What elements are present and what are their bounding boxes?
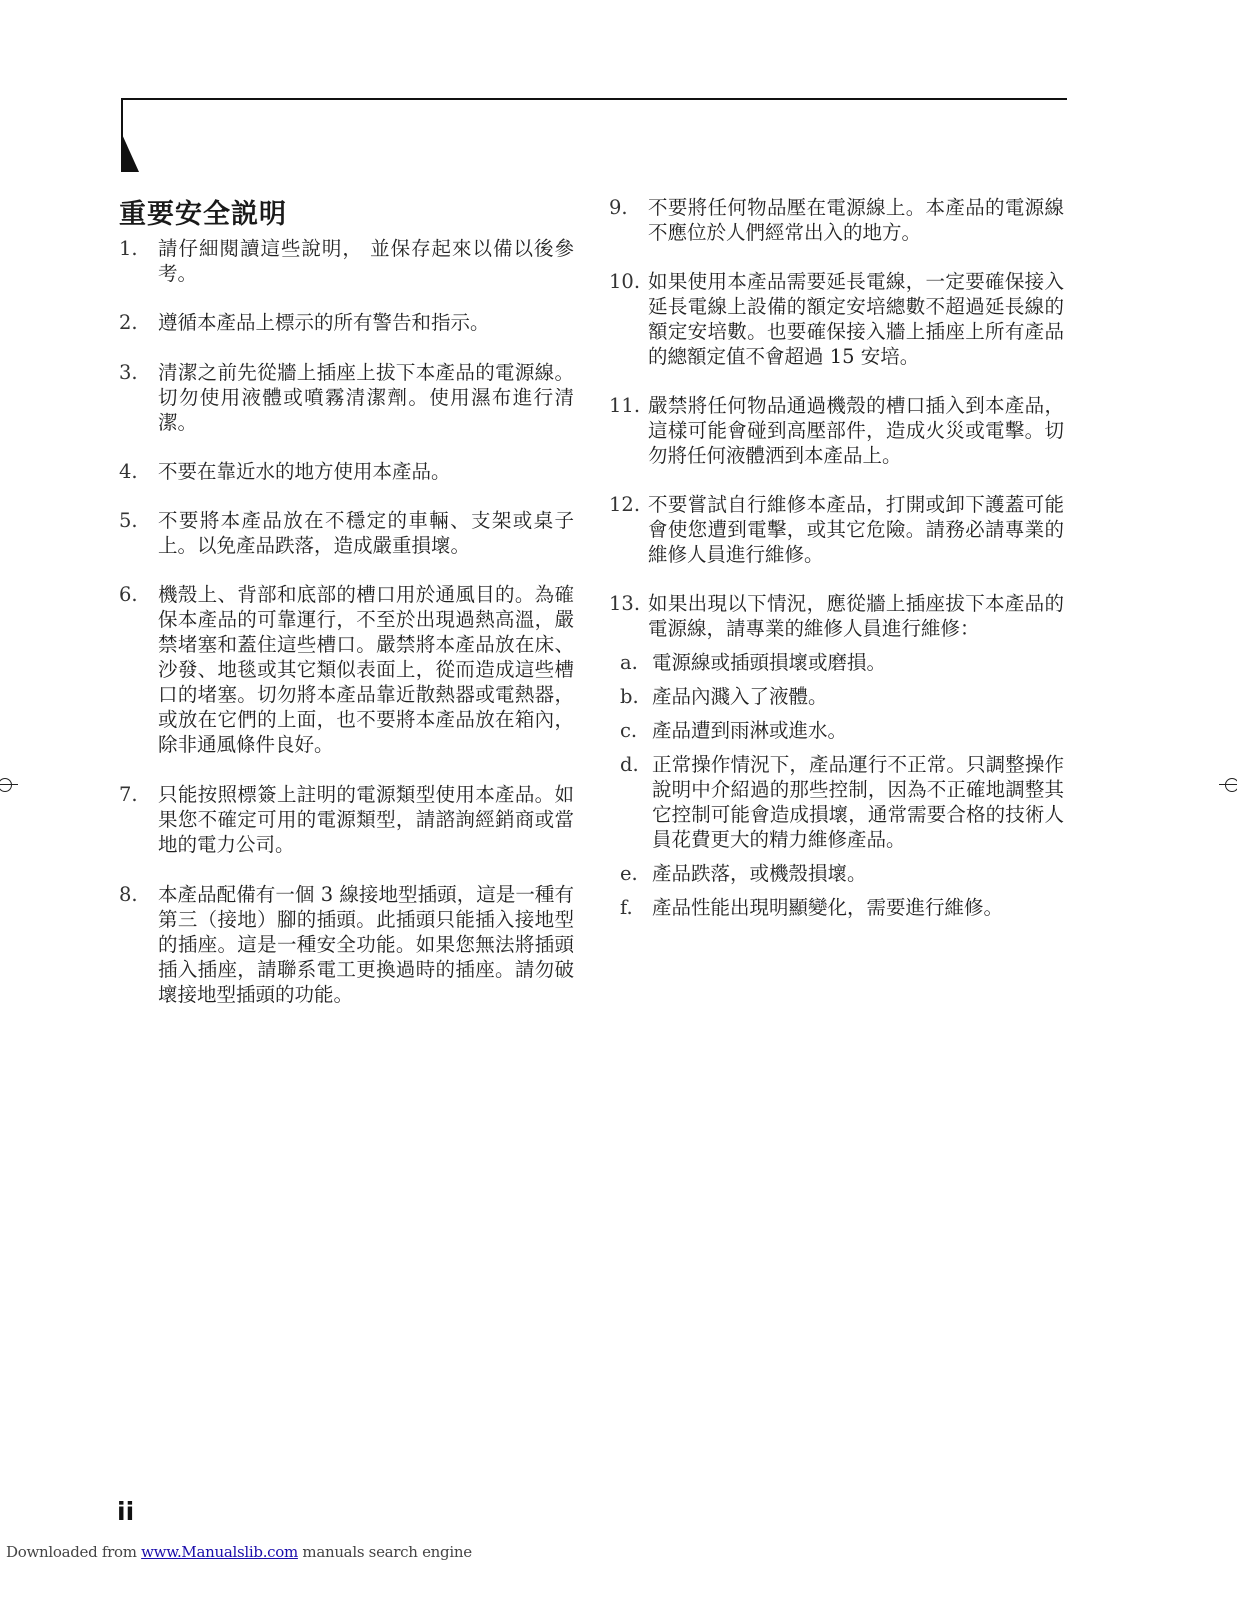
item-text: 遵循本產品上標示的所有警告和指示。: [158, 311, 490, 334]
crop-mark-circle: [0, 778, 12, 792]
list-item: [609, 591, 1064, 641]
item-text: 不要將任何物品壓在電源線上。本產品的電源線不應位於人們經常出入的地方。: [648, 196, 1064, 244]
item-number: 13.: [609, 592, 641, 615]
item-number: 7.: [119, 783, 138, 806]
sub-item-letter: c.: [620, 719, 638, 742]
item-number: 11.: [609, 394, 641, 417]
sub-item-letter: d.: [620, 753, 639, 776]
sub-item-text: 產品跌落，或機殼損壞。: [652, 862, 867, 885]
sub-item-letter: b.: [620, 685, 639, 708]
sub-item-letter: f.: [620, 896, 633, 919]
top-rule: [121, 98, 1067, 100]
item-text: 請仔細閱讀這些說明， 並保存起來以備以後參考。: [158, 237, 574, 285]
item-number: 3.: [119, 361, 138, 384]
item-number: 8.: [119, 883, 138, 906]
item-number: 1.: [119, 237, 138, 260]
sub-item-text: 產品性能出現明顯變化，需要進行維修。: [652, 896, 1004, 919]
crop-mark-right: [1219, 772, 1237, 798]
item-text: 不要將本產品放在不穩定的車輛、支架或桌子上。以免產品跌落，造成嚴重損壞。: [158, 509, 574, 557]
sub-item-letter: a.: [620, 651, 638, 674]
sub-item-letter: e.: [620, 862, 638, 885]
sub-list-item: [609, 650, 1064, 675]
item-text: 本產品配備有一個 3 線接地型插頭，這是一種有第三（接地）腳的插頭。此插頭只能插入接地型的插座。這是一種安全功能。如果您無法將插頭插入插座，請聯系電工更換過時的插座。請勿破壞接地型插頭的功能。: [158, 883, 574, 1006]
item-text: 如果使用本產品需要延長電線，一定要確保接入延長電線上設備的額定安培總數不超過延長線的額定安培數。也要確保接入牆上插座上所有產品的總額定值不會超過 15 安培。: [648, 270, 1064, 368]
list-item: [119, 582, 574, 757]
item-text: 不要在靠近水的地方使用本產品。: [158, 460, 451, 483]
left-column: [119, 236, 574, 1007]
footer-suffix: manuals search engine: [297, 1543, 472, 1561]
item-text: 嚴禁將任何物品通過機殼的槽口插入到本產品，這樣可能會碰到高壓部件，造成火災或電擊。切勿將任何液體洒到本產品上。: [648, 394, 1064, 467]
item-text: 清潔之前先從牆上插座上拔下本產品的電源線。切勿使用液體或噴霧清潔劑。使用濕布進行清潔。: [158, 361, 574, 434]
item-text: 不要嘗試自行維修本產品，打開或卸下護蓋可能會使您遭到電擊，或其它危險。請務必請專業的維修人員進行維修。: [648, 493, 1064, 566]
item-number: 12.: [609, 493, 641, 516]
page-heading: 重要安全説明: [119, 199, 287, 230]
item-number: 4.: [119, 460, 138, 483]
item-text: 如果出現以下情況，應從牆上插座拔下本產品的電源線，請專業的維修人員進行維修：: [648, 592, 1064, 640]
list-item: [119, 310, 574, 335]
sub-item-text: 產品遭到雨淋或進水。: [652, 719, 848, 742]
item-text: 機殼上、背部和底部的槽口用於通風目的。為確保本產品的可靠運行，不至於出現過熱高溫，嚴禁堵塞和蓋住這些槽口。嚴禁將本產品放在床、沙發、地毯或其它類似表面上，從而造成這些槽口的堵塞。切勿將本產品靠近散熱器或電熱器，或放在它們的上面，也不要將本產品放在箱內，除非通風條件良好。: [158, 583, 574, 756]
list-item: [119, 882, 574, 1007]
footer-prefix: Downloaded from: [6, 1543, 142, 1561]
item-number: 2.: [119, 311, 138, 334]
list-item: [119, 236, 574, 286]
sub-list-item: [609, 752, 1064, 852]
sub-item-text: 產品內濺入了液體。: [652, 685, 828, 708]
crop-mark-circle: [1225, 778, 1237, 792]
list-item: [609, 269, 1064, 369]
list-item: [609, 492, 1064, 567]
sub-list-item: [609, 718, 1064, 743]
list-item: [609, 393, 1064, 468]
list-item: [119, 508, 574, 558]
list-item: [119, 360, 574, 435]
manualslib-link[interactable]: www.Manualslib.com: [141, 1543, 298, 1561]
item-number: 5.: [119, 509, 138, 532]
sub-list-item: [609, 684, 1064, 709]
sub-list-item: [609, 861, 1064, 886]
list-item: [119, 459, 574, 484]
sub-list-item: [609, 895, 1064, 920]
list-item: [609, 195, 1064, 245]
item-number: 9.: [609, 196, 628, 219]
sub-item-text: 電源線或插頭損壞或磨損。: [652, 651, 887, 674]
item-text: 只能按照標簽上註明的電源類型使用本產品。如果您不確定可用的電源類型，請諮詢經銷商或當地的電力公司。: [158, 783, 574, 856]
item-number: 6.: [119, 583, 138, 606]
crop-mark-left: [0, 772, 18, 798]
download-footer: [6, 1543, 472, 1561]
right-column: [609, 195, 1064, 929]
corner-wedge-mark: [121, 132, 139, 172]
item-number: 10.: [609, 270, 641, 293]
sub-item-text: 正常操作情況下，產品運行不正常。只調整操作說明中介紹過的那些控制，因為不正確地調整其它控制可能會造成損壞，通常需要合格的技術人員花費更大的精力維修產品。: [652, 753, 1064, 851]
page-number: ii: [117, 1497, 135, 1526]
list-item: [119, 782, 574, 857]
